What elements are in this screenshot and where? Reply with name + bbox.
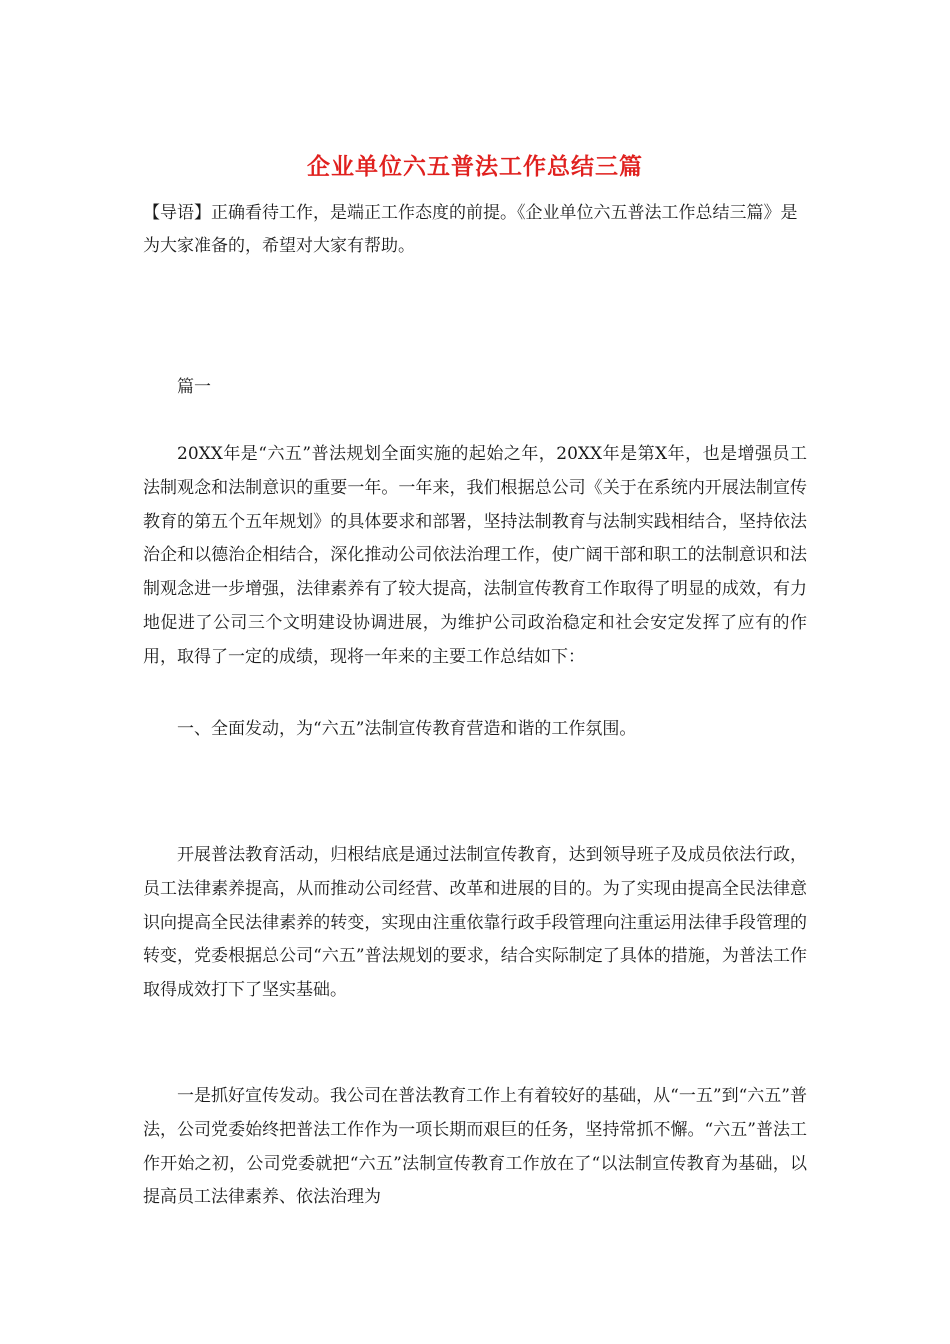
body-paragraph-3: 开展普法教育活动，归根结底是通过法制宣传教育，达到领导班子及成员依法行政，员工法律素养提高，从而推动公司经营、改革和进展的目的。为了实现由提高全民法律意识向提高全民法律素养的转变，实现由注重依靠行政手段管理向注重运用法律手段管理的转变，党委根据总公司“六五”普法规划的要求，结合实际制定了具体的措施，为普法工作取得成效打下了坚实基础。 — [143, 845, 807, 1001]
body-paragraph-2: 一、全面发动，为“六五”法制宣传教育营造和谐的工作氛围。 — [177, 719, 637, 739]
document-title: 企业单位六五普法工作总结三篇 — [307, 153, 643, 180]
section-heading: 篇一 — [177, 377, 211, 397]
body-paragraph-1: 20XX年是“六五”普法规划全面实施的起始之年，20XX年是第X年，也是增强员工法制观念和法制意识的重要一年。一年来，我们根据总公司《关于在系统内开展法制宣传教育的第五个五年规划》的具体要求和部署，坚持法制教育与法制实践相结合，坚持依法治企和以德治企相结合，深化推动公司依法治理工作，使广阔干部和职工的法制意识和法制观念进一步增强，法律素养有了较大提高，法制宣传教育工作取得了明显的成效，有力地促进了公司三个文明建设协调进展，为维护公司政治稳定和社会安定发挥了应有的作用，取得了一定的成绩，现将一年来的主要工作总结如下： — [143, 444, 807, 667]
body-paragraph-4: 一是抓好宣传发动。我公司在普法教育工作上有着较好的基础，从“一五”到“六五”普法，公司党委始终把普法工作作为一项长期而艰巨的任务，坚持常抓不懈。“六五”普法工作开始之初，公司党委就把“六五”法制宣传教育工作放在了“以法制宣传教育为基础，以提高员工法律素养、依法治理为 — [143, 1086, 807, 1208]
intro-paragraph: 【导语】正确看待工作，是端正工作态度的前提。《企业单位六五普法工作总结三篇》是为大家准备的，希望对大家有帮助。 — [143, 203, 798, 256]
